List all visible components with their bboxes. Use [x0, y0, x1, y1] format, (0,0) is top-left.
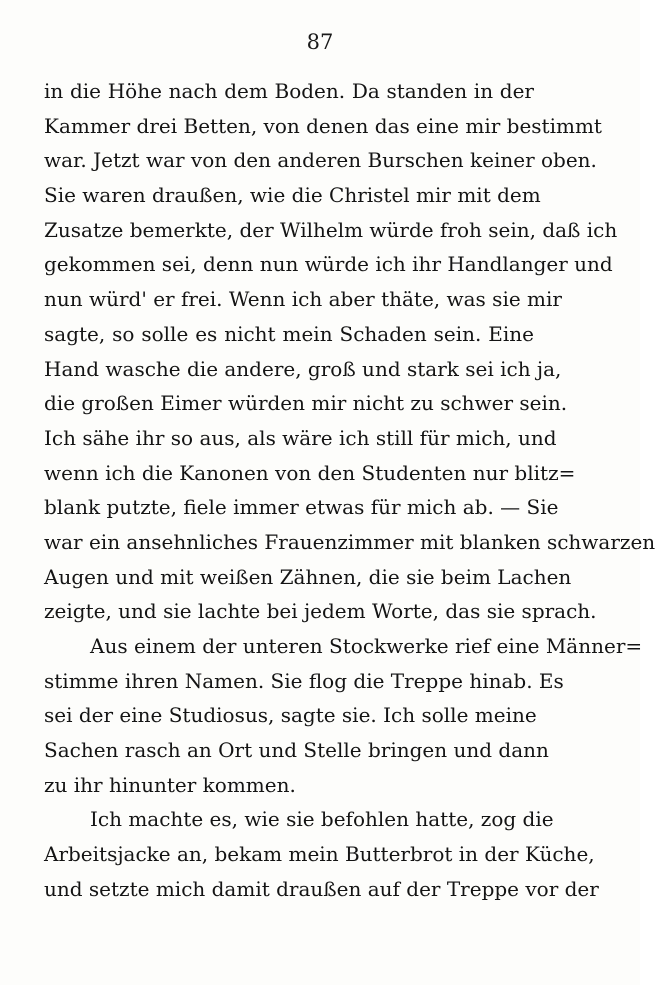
- text-line: sagte, so solle es nicht mein Schaden sein. Eine: [44, 321, 534, 346]
- text-line: sei der eine Studiosus, sagte sie. Ich solle meine: [44, 703, 537, 728]
- text-line: Ich sähe ihr so aus, als wäre ich still für mich, und: [44, 425, 557, 450]
- text-line: zu ihr hinunter kommen.: [44, 772, 296, 797]
- text-line: und setzte mich damit draußen auf der Treppe vor der: [44, 876, 599, 901]
- text-line: war ein ansehnliches Frauenzimmer mit blanken schwarzen: [44, 529, 655, 554]
- paragraph-2: [44, 629, 643, 802]
- paragraph-3: [44, 802, 599, 906]
- text-line: in die Höhe nach dem Boden. Da standen in der: [44, 79, 534, 103]
- text-line: Hand wasche die andere, groß und stark sei ich ja,: [44, 356, 562, 381]
- paragraph-1: [44, 74, 655, 629]
- text-line: Aus einem der unteren Stockwerke rief eine Männer=: [90, 634, 643, 658]
- text-line: gekommen sei, denn nun würde ich ihr Handlanger und: [44, 252, 613, 277]
- text-line: Arbeitsjacke an, bekam mein Butterbrot in der Küche,: [44, 842, 595, 867]
- text-line: Zusatze bemerkte, der Wilhelm würde froh sein, daß ich: [44, 217, 618, 242]
- text-line: war. Jetzt war von den anderen Burschen keiner oben.: [44, 148, 597, 173]
- text-line: Sachen rasch an Ort und Stelle bringen und dann: [44, 738, 549, 763]
- text-line: nun würd' er frei. Wenn ich aber thäte, was sie mir: [44, 287, 562, 312]
- page-number: 87: [306, 30, 334, 54]
- text-line: Augen und mit weißen Zähnen, die sie beim Lachen: [44, 564, 572, 589]
- text-line: Ich machte es, wie sie befohlen hatte, zog die: [90, 807, 554, 832]
- text-line: Kammer drei Betten, von denen das eine mir bestimmt: [44, 113, 602, 138]
- text-line: wenn ich die Kanonen von den Studenten nur blitz=: [44, 460, 576, 485]
- text-line: Sie waren draußen, wie die Christel mir mit dem: [44, 183, 541, 208]
- text-line: zeigte, und sie lachte bei jedem Worte, das sie sprach.: [44, 599, 597, 624]
- body-text: [44, 74, 655, 907]
- text-line: blank putzte, fiele immer etwas für mich ab. — Sie: [44, 495, 559, 520]
- text-line: die großen Eimer würden mir nicht zu schwer sein.: [44, 391, 568, 416]
- text-line: stimme ihren Namen. Sie flog die Treppe hinab. Es: [44, 668, 564, 693]
